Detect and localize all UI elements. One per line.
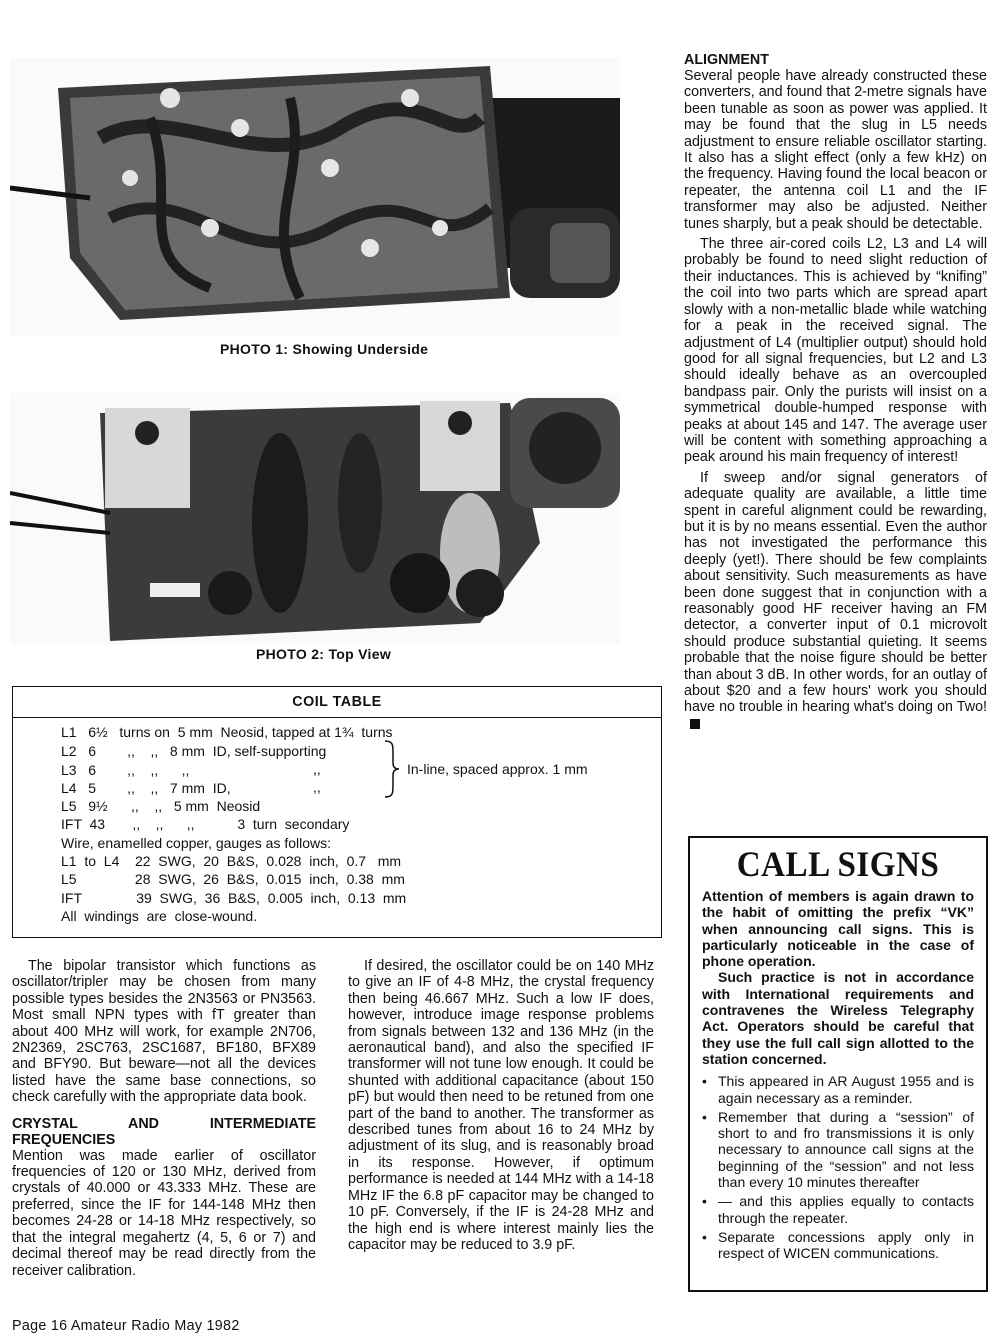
col3-paragraph-3: If sweep and/or signal generators of adequate quality are available, a little time spent in careful alignment could be rewarding, but it is by no means essential. Even the author has not investigated the performance this deeply (yet!). There should be few complaints about sensitivity. Such measurements as have been done suggest that in conjunction with a reasonably good HF receiver having an FM detector, a converter input of 0.1 microvolt should produce substantial quieting. It seems probable that the noise figure should be better than about 3 dB. In other words, for an outlay of about $20 and a few hours' work you should have no trouble in hearing what's doing on Two! [684,469,987,716]
col3-paragraph-1: Several people have already constructed these converters, and found that 2-metre signals have been tunable as soon as power was applied. It may be found that the slug in L5 needs adjustment to ensure reliable oscillator starting. It also has a slight effect (only a few kHz) on the frequency. Having found the local beacon or repeater, the antenna coil L1 and the IF transformer may also be adjusted. Neither tunes sharply, but a peak should be detectable. [684,68,987,232]
coil-inline-note: In-line, spaced approx. 1 mm [407,761,588,777]
coil-table [12,686,662,938]
coil-row-l3: L3 6 ,, ,, ,, [61,762,190,778]
col3-paragraph-3-wrap [684,470,987,733]
end-mark [690,719,700,729]
col1-paragraph-2: Mention was made earlier of oscillator frequencies of 120 or 130 MHz, derived from crystals of 40.000 or 43.333 MHz. These are preferred, since the IF for 144-148 MHz then becomes 24-28 or 14-18 MHz respectively, so that the integral megahertz (4, 5, 6 or 7) and decimal thereof may be read directly from the receiver calibration. [12,1147,316,1279]
coil-row-note: All windings are close-wound. [61,908,258,924]
col1-heading-crystal: CRYSTAL AND INTERMEDIATE FREQUENCIES [12,1115,316,1148]
call-signs-paragraph-2: Such practice is not in accordance with International requirements and contravenes the Wireless Telegraphy Act. Operators should be careful that they use the full call sign allotted to the station concerned. [702,969,974,1067]
coil-row-l5-gauge: L5 28 SWG, 26 B&S, 0.015 inch, 0.38 mm [61,871,405,887]
call-signs-body [702,888,974,1265]
bullet-icon: • [702,1228,707,1245]
col1-paragraph-1: The bipolar transistor which functions as oscillator/tripler may be chosen from many possible types besides the 2N3563 or PN3563. Most small NPN types with fT greater than about 400 MHz will work, for example 2N706, 2N2369, 2SC763, 2SC1687, BF180, BFX89 and BFY90. But beware—not all the devices listed have the same base connections, so check carefully with the appropriate data book. [12,958,316,1106]
call-signs-bullet-text: Remember that during a “session” of short to and fro transmissions it is only necessary to announce call signs at the beginning of the “session” and not less than every 10 minutes thereafter [718,1108,974,1191]
call-signs-bullet [702,1073,974,1106]
column-3 [684,52,987,736]
coil-table-title: COIL TABLE [13,687,661,718]
call-signs-bullet-text: This appeared in AR August 1955 and is again necessary as a reminder. [718,1073,974,1106]
coil-row-l2: L2 6 ,, ,, 8 mm ID, self-supporting [61,743,327,759]
page-footer: Page 16 Amateur Radio May 1982 [12,1318,240,1334]
col2-paragraph-1: If desired, the oscillator could be on 140 MHz to give an IF of 4-8 MHz, the crystal frequency then being 46.667 MHz. Such a low IF does, however, introduce image response problems from signals between 132 and 136 MHz (in the aeronautical band), and also the specified IF transformer will not tune low enough. It could be shunted with additional capacitance (about 150 pF) but would then need to be retuned from one part of the band to another. The transformer as described tunes from about 16 to 24 MHz by adjustment of its slug, and is reasonably broad in its response. However, if optimum performance is needed at 144 MHz with a 14-18 MHz IF the 6.8 pF capacitor may be changed to 10 pF. Conversely, if the IF is 24-28 MHz and the high end is where interest mainly lies the capacitor may be reduced to 3.9 pF. [348,958,654,1253]
photo-top-view [10,393,620,645]
coil-row-ift: IFT 43 ,, ,, ,, 3 turn secondary [61,816,350,832]
coil-row-wire: Wire, enamelled copper, gauges as follows: [61,835,332,851]
coil-l4-ditto: ,, [313,779,321,795]
coil-brace [381,739,401,799]
call-signs-list [702,1073,974,1261]
bullet-icon: • [702,1108,707,1125]
call-signs-title: CALL SIGNS [736,844,940,884]
call-signs-bullet-text: Separate concessions apply only in respect of WICEN communications. [718,1228,974,1262]
bullet-icon: • [702,1073,707,1090]
photo-underside [10,58,620,336]
call-signs-bullet [702,1109,974,1190]
call-signs-bullet-text: — and this applies equally to contacts through the repeater. [718,1193,974,1226]
call-signs-bullet [702,1229,974,1262]
column-1 [12,958,316,1283]
coil-row-l5: L5 9½ ,, ,, 5 mm Neosid [61,798,261,814]
col3-heading-alignment: ALIGNMENT [684,52,769,68]
coil-row-l4: L4 5 ,, ,, 7 mm ID, [61,780,231,796]
call-signs-paragraph-1: Attention of members is again drawn to the habit of omitting the prefix “VK” when announcing call signs. This is particularly noticeable in the case of phone operation. [702,888,974,970]
bullet-icon: • [702,1193,707,1210]
column-2 [348,958,654,1257]
coil-row-ift-gauge: IFT 39 SWG, 36 B&S, 0.005 inch, 0.13 mm [61,890,407,906]
col3-paragraph-2: The three air-cored coils L2, L3 and L4 will probably be found to need slight reduction of their inductances. This is achieved by “knifing” the coil into two parts which are spread apart slowly with a non-metallic blade while watching for a peak in the received signal. The adjustment of L4 (multiplier output) should hold good for all signal frequencies, but L2 and L3 should ideally behave as an overcoupled bandpass pair. Only the purists will insist on a symmetrical double-humped response with peaks at about 145 and 147. The average user will be content with something approaching a peak around his main frequency of interest! [684,236,987,466]
coil-row-l1: L1 6½ turns on 5 mm Neosid, tapped at 1¾ turns [61,724,393,740]
call-signs-box [688,836,988,1292]
call-signs-bullet [702,1193,974,1226]
photo1-caption: PHOTO 1: Showing Underside [220,341,429,357]
photo2-caption: PHOTO 2: Top View [256,646,392,662]
coil-l3-ditto: ,, [313,761,321,777]
coil-row-l1-l4: L1 to L4 22 SWG, 20 B&S, 0.028 inch, 0.7 mm [61,853,402,869]
